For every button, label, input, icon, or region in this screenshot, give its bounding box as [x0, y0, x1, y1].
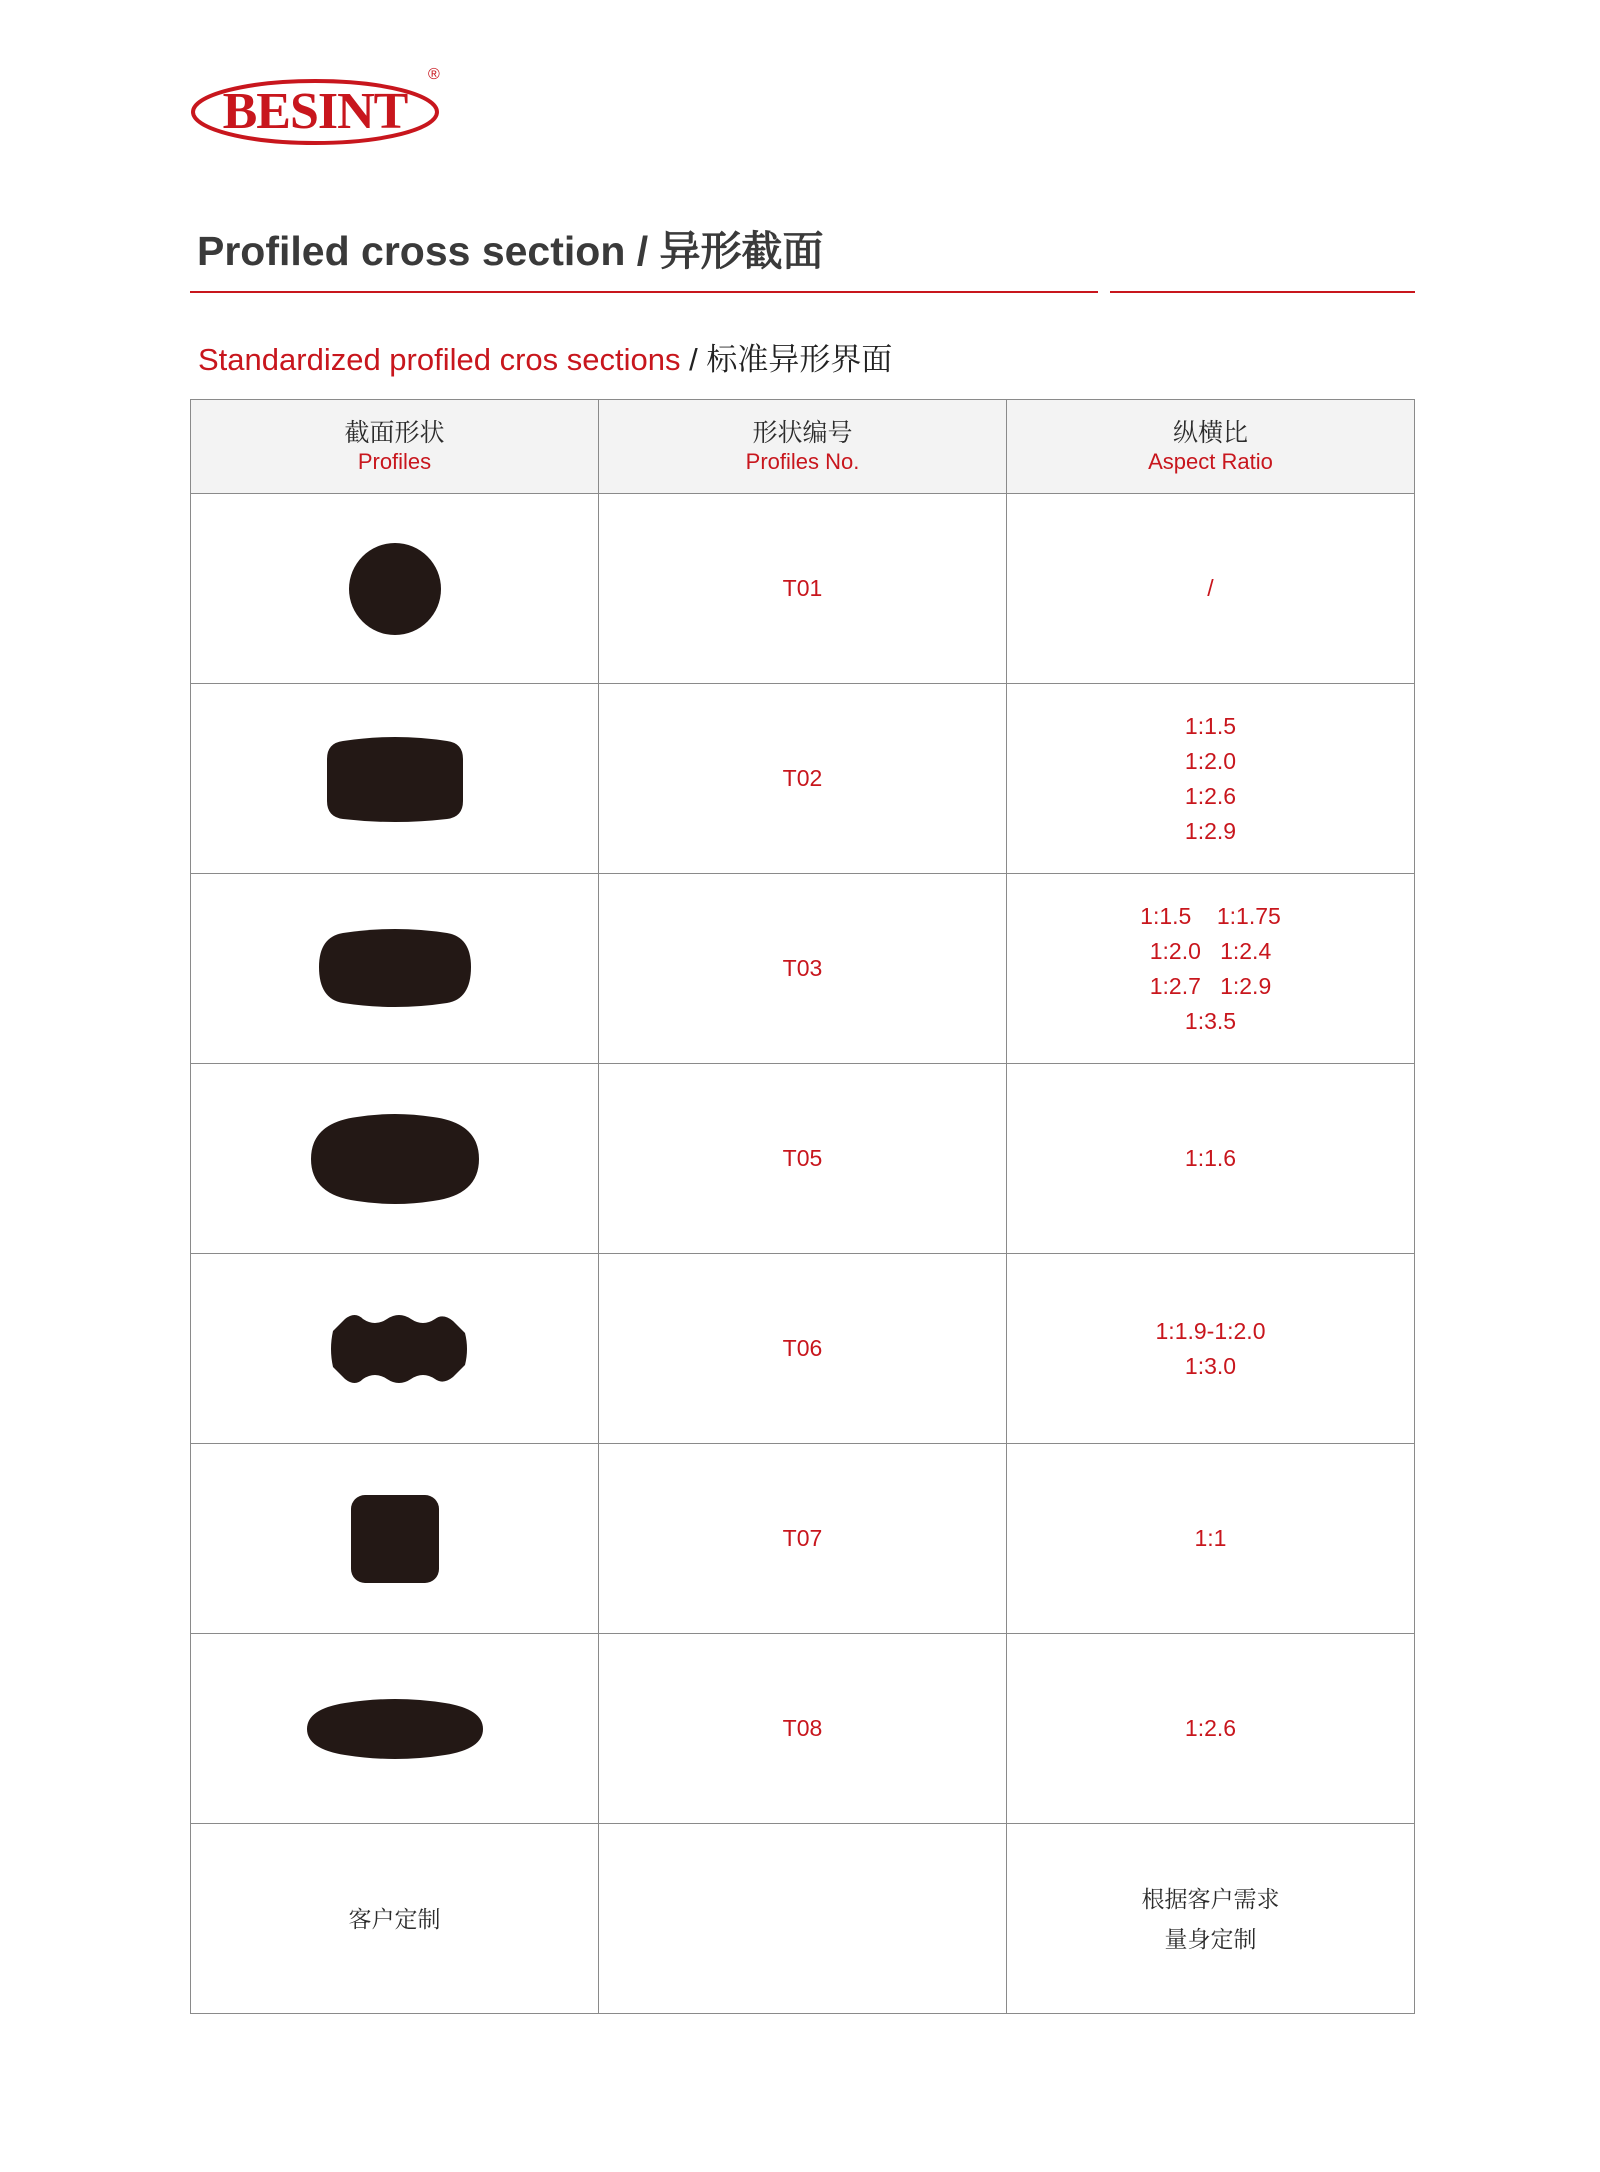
ratio-value: 1:1.5 1:1.75 — [1140, 902, 1281, 929]
circle-shape — [295, 529, 495, 649]
aspect-ratio-cell — [1007, 1444, 1415, 1634]
profile-code: T06 — [599, 1254, 1007, 1444]
profile-cell — [191, 1064, 599, 1254]
header-zh: 形状编号 — [752, 418, 853, 447]
page-title: Profiled cross section / 异形截面 — [197, 228, 824, 274]
profile-cell — [191, 874, 599, 1064]
profile-code: T05 — [599, 1064, 1007, 1254]
aspect-ratio-cell — [1007, 1634, 1415, 1824]
profile-cell — [191, 1634, 599, 1824]
profile-cell — [191, 684, 599, 874]
rounded-rectangle-shape — [295, 719, 495, 839]
table-row — [191, 1254, 1415, 1444]
table-row — [191, 1444, 1415, 1634]
table-header-row — [191, 400, 1415, 494]
table-row — [191, 494, 1415, 684]
header-profiles-no — [599, 400, 1007, 494]
ratio-value: 1:1 — [1194, 1525, 1227, 1551]
header-aspect-ratio — [1007, 400, 1415, 494]
profile-cell — [191, 1254, 599, 1444]
oval-shape — [295, 1099, 495, 1219]
profile-code: T08 — [599, 1634, 1007, 1824]
ratio-value: 1:1.5 — [1184, 712, 1237, 739]
title-divider — [190, 291, 1098, 293]
custom-note-line: 根据客户需求 — [1141, 1885, 1280, 1912]
profile-cell — [191, 1444, 599, 1634]
ratio-value: 1:3.0 — [1184, 1352, 1237, 1379]
ratio-value: 1:1.9-1:2.0 — [1155, 1317, 1266, 1344]
table-row — [191, 1634, 1415, 1824]
header-en: Profiles No. — [745, 448, 860, 474]
header-en: Aspect Ratio — [1148, 448, 1273, 474]
header-zh: 纵横比 — [1172, 418, 1248, 447]
profile-code: T01 — [599, 494, 1007, 684]
subtitle-en: Standardized profiled cros sections — [198, 342, 681, 377]
profiles-table — [190, 399, 1415, 2014]
title-divider-short — [1110, 291, 1415, 293]
table-row — [191, 684, 1415, 874]
registered-mark: ® — [428, 66, 440, 83]
section-subtitle — [198, 334, 892, 379]
aspect-ratio-cell — [1007, 1064, 1415, 1254]
ratio-value: / — [1207, 575, 1214, 601]
custom-code — [599, 1824, 1007, 2014]
ratio-value: 1:2.0 1:2.4 — [1149, 937, 1272, 964]
flat-oval-shape — [295, 1669, 495, 1789]
ratio-value: 1:2.7 1:2.9 — [1149, 972, 1272, 999]
ratio-value: 1:2.0 — [1184, 747, 1237, 774]
custom-row — [191, 1824, 1415, 2014]
aspect-ratio-cell — [1007, 684, 1415, 874]
brand-name: BESINT — [222, 83, 408, 140]
header-profiles — [191, 400, 599, 494]
ratio-value: 1:3.5 — [1184, 1007, 1237, 1034]
table-row — [191, 1064, 1415, 1254]
aspect-ratio-cell — [1007, 874, 1415, 1064]
subtitle-separator: / — [680, 342, 707, 377]
pillow-shape — [295, 909, 495, 1029]
profile-code: T07 — [599, 1444, 1007, 1634]
ratio-value: 1:1.6 — [1184, 1145, 1237, 1171]
brand-logo — [190, 68, 450, 158]
custom-label: 客户定制 — [191, 1824, 599, 2014]
table-row — [191, 874, 1415, 1064]
ratio-value: 1:2.9 — [1184, 817, 1237, 844]
aspect-ratio-cell — [1007, 494, 1415, 684]
profile-code: T03 — [599, 874, 1007, 1064]
ratio-value: 1:2.6 — [1184, 782, 1237, 809]
profile-cell — [191, 494, 599, 684]
custom-note — [1007, 1824, 1415, 2014]
ratio-value: 1:2.6 — [1184, 1715, 1237, 1741]
wavy-shape — [295, 1289, 495, 1409]
aspect-ratio-cell — [1007, 1254, 1415, 1444]
header-en: Profiles — [357, 448, 432, 474]
subtitle-zh: 标准异形界面 — [706, 342, 893, 377]
header-zh: 截面形状 — [344, 418, 445, 447]
square-shape — [295, 1479, 495, 1599]
profile-code: T02 — [599, 684, 1007, 874]
custom-note-line: 量身定制 — [1164, 1925, 1257, 1952]
